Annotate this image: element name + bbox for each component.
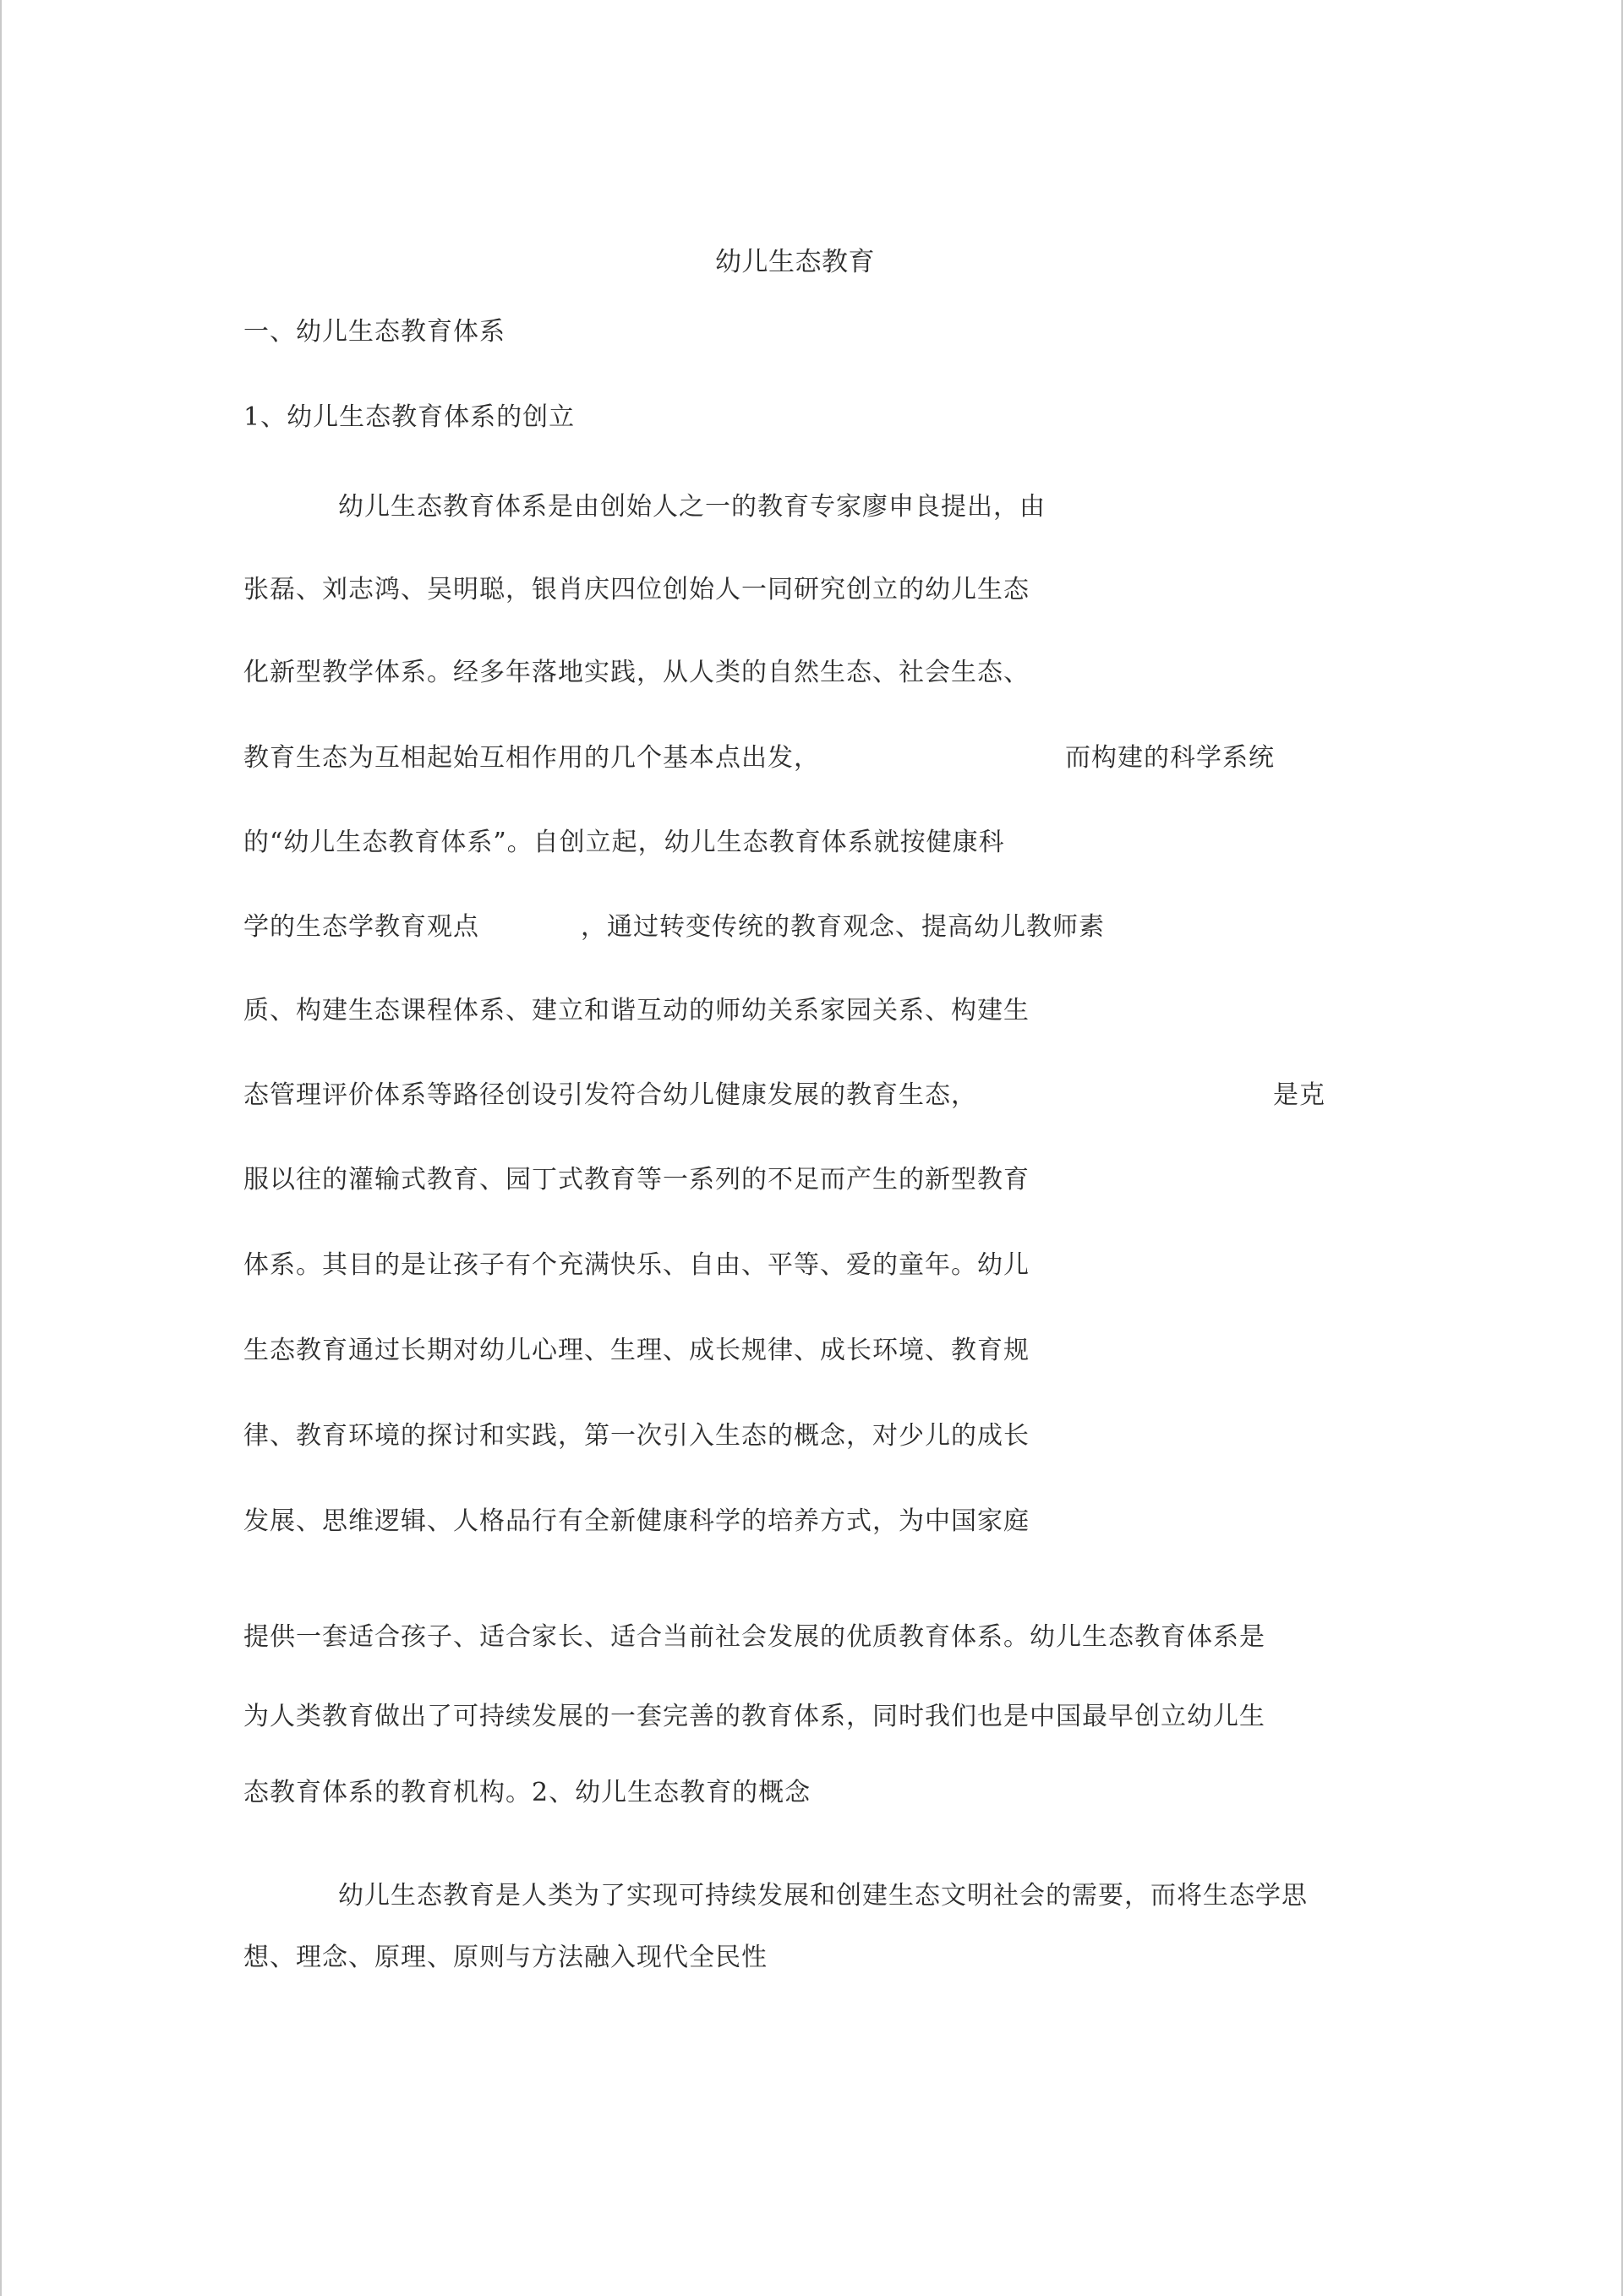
paragraph-1-line-6: [243, 910, 1105, 944]
section-heading: 一、幼儿生态教育体系: [243, 317, 505, 347]
paragraph-1-line-7: 质、构建生态课程体系、建立和谐互动的师幼关系家园关系、构建生: [243, 996, 1030, 1025]
paragraph-1-line-1: 幼儿生态教育体系是由创始人之一的教育专家廖申良提出，由: [338, 492, 1046, 522]
paragraph-1-line-4: [243, 741, 1275, 775]
paragraph-1-line-5: 的“幼儿生态教育体系”。自创立起，幼儿生态教育体系就按健康科: [243, 828, 1005, 857]
paragraph-1-line-8: [243, 1079, 1325, 1112]
paragraph-2-line-2: 想、理念、原理、原则与方法融入现代全民性: [243, 1943, 768, 1972]
subsection-heading: 1、幼儿生态教育体系的创立: [243, 402, 576, 432]
paragraph-1-line-2: 张磊、刘志鸿、吴明聪，银肖庆四位创始人一同研究创立的幼儿生态: [243, 575, 1030, 604]
paragraph-1-line-14: 提供一套适合孩子、适合家长、适合当前社会发展的优质教育体系。幼儿生态教育体系是: [243, 1622, 1265, 1652]
document-title: 幼儿生态教育: [715, 247, 875, 277]
paragraph-1-line-6-tail: ，通过转变传统的教育观念、提高幼儿教师素: [581, 912, 1105, 942]
paragraph-1-line-6-head: 学的生态学教育观点: [243, 912, 479, 942]
paragraph-1-line-10: 体系。其目的是让孩子有个充满快乐、自由、平等、爱的童年。幼儿: [243, 1250, 1030, 1280]
paragraph-1-line-13: 发展、思维逻辑、人格品行有全新健康科学的培养方式，为中国家庭: [243, 1506, 1030, 1536]
paragraph-1-line-12: 律、教育环境的探讨和实践，第一次引入生态的概念，对少儿的成长: [243, 1421, 1030, 1451]
paragraph-1-line-8-head: 态管理评价体系等路径创设引发符合幼儿健康发展的教育生态，: [243, 1080, 977, 1110]
paragraph-1-line-8-tail: 是克: [1273, 1080, 1325, 1110]
paragraph-1-line-16: 态教育体系的教育机构。2、幼儿生态教育的概念: [243, 1778, 812, 1807]
paragraph-1-line-4-head: 教育生态为互相起始互相作用的几个基本点出发，: [243, 743, 820, 773]
paragraph-1-line-9: 服以往的灌输式教育、园丁式教育等一系列的不足而产生的新型教育: [243, 1165, 1030, 1194]
paragraph-2-line-1: 幼儿生态教育是人类为了实现可持续发展和创建生态文明社会的需要，而将生态学思: [338, 1881, 1308, 1911]
paragraph-1-line-4-tail: 而构建的科学系统: [1065, 743, 1275, 773]
page-left-border: [0, 0, 2, 2296]
paragraph-1-line-3: 化新型教学体系。经多年落地实践，从人类的自然生态、社会生态、: [243, 658, 1030, 687]
paragraph-1-line-15: 为人类教育做出了可持续发展的一套完善的教育体系，同时我们也是中国最早创立幼儿生: [243, 1702, 1265, 1731]
paragraph-1-line-11: 生态教育通过长期对幼儿心理、生理、成长规律、成长环境、教育规: [243, 1336, 1030, 1365]
